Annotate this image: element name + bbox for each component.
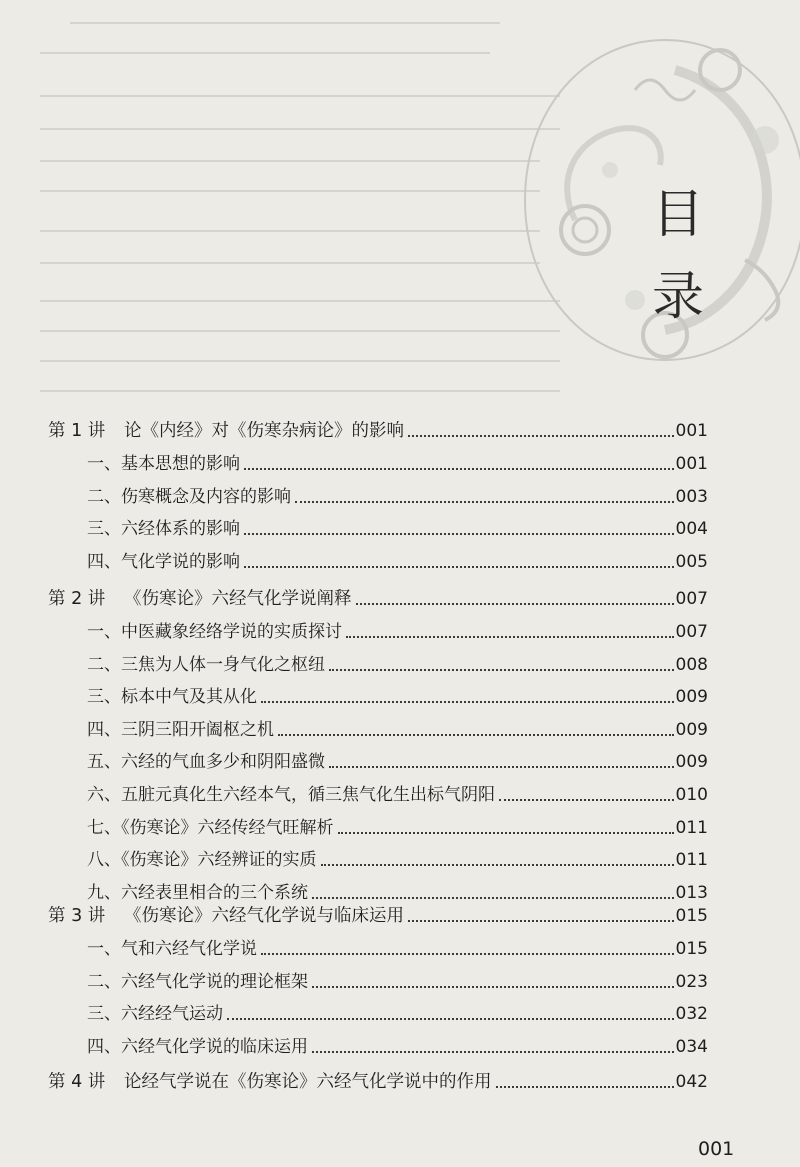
section-title: 四、三阴三阳开阖枢之机	[87, 719, 274, 740]
section-page-number: 010	[675, 785, 708, 805]
section-title: 六、五脏元真化生六经本气，循三焦气化生出标气阴阳	[87, 785, 495, 805]
section-title: 二、伤寒概念及内容的影响	[87, 486, 291, 507]
chapter-label	[48, 905, 404, 927]
dot-leader	[261, 701, 674, 703]
chapter-page-number: 007	[675, 589, 708, 609]
section-page-number: 005	[675, 551, 708, 572]
lecture-number: 第 2 讲	[48, 589, 106, 609]
section-page-number: 032	[675, 1004, 708, 1025]
dot-leader	[499, 799, 674, 801]
toc-section-row[interactable]	[87, 478, 708, 508]
section-page-number: 013	[675, 882, 708, 903]
dot-leader	[321, 864, 674, 866]
chapter-page-number: 015	[675, 906, 708, 926]
toc-heading-char-1: 目	[652, 185, 705, 245]
section-title: 八、《伤寒论》六经辨证的实质	[87, 850, 317, 871]
dot-leader	[312, 1051, 674, 1053]
dot-leader	[408, 920, 674, 922]
section-page-number: 011	[675, 850, 708, 871]
section-title: 五、六经的气血多少和阴阳盛微	[87, 752, 325, 773]
section-title: 七、《伤寒论》六经传经气旺解析	[87, 817, 334, 838]
section-title: 一、中医藏象经络学说的实质探讨	[87, 622, 342, 642]
section-title: 二、六经气化学说的理论框架	[87, 971, 308, 992]
toc-section-row[interactable]	[87, 930, 708, 960]
section-page-number: 015	[675, 939, 708, 959]
section-title: 三、六经体系的影响	[87, 519, 240, 540]
toc-section-row[interactable]	[87, 510, 708, 540]
dot-leader	[496, 1086, 674, 1088]
toc-section-row[interactable]	[87, 646, 708, 676]
section-page-number: 011	[675, 817, 708, 838]
dot-leader	[278, 734, 674, 736]
lecture-number: 第 3 讲	[48, 906, 106, 926]
section-page-number: 023	[675, 971, 708, 992]
section-title: 二、三焦为人体一身气化之枢纽	[87, 654, 325, 675]
lecture-number: 第 1 讲	[48, 421, 106, 441]
toc-heading-char-2: 录	[652, 267, 705, 327]
section-title: 一、气和六经气化学说	[87, 939, 257, 959]
section-page-number: 009	[675, 719, 708, 740]
toc-section-row[interactable]	[87, 995, 708, 1025]
chapter-title: 论《内经》对《伤寒杂病论》的影响	[124, 421, 404, 441]
toc-chapter-row[interactable]	[48, 412, 708, 442]
section-page-number: 009	[675, 687, 708, 708]
dot-leader	[312, 986, 674, 988]
toc-section-row[interactable]	[87, 613, 708, 643]
toc-section-row[interactable]	[87, 963, 708, 993]
dot-leader	[356, 603, 674, 605]
dot-leader	[329, 766, 674, 768]
chapter-label	[48, 1071, 492, 1093]
chapter-label	[48, 588, 352, 610]
toc-chapter-row[interactable]	[48, 1063, 708, 1093]
section-title: 三、六经经气运动	[87, 1004, 223, 1025]
dot-leader	[261, 953, 674, 955]
dot-leader	[408, 435, 674, 437]
toc-chapter-row[interactable]	[48, 897, 708, 927]
section-page-number: 003	[675, 486, 708, 507]
chapter-title: 论经气学说在《伤寒论》六经气化学说中的作用	[124, 1072, 492, 1092]
section-title: 四、六经气化学说的临床运用	[87, 1036, 308, 1057]
section-title: 三、标本中气及其从化	[87, 687, 257, 708]
section-title: 九、六经表里相合的三个系统	[87, 882, 308, 903]
section-page-number: 001	[675, 454, 708, 474]
chapter-label	[48, 420, 404, 442]
toc-section-row[interactable]	[87, 809, 708, 839]
page-number: 001	[698, 1138, 735, 1160]
section-title: 四、气化学说的影响	[87, 551, 240, 572]
chapter-title: 《伤寒论》六经气化学说阐释	[124, 589, 352, 609]
toc-section-row[interactable]	[87, 445, 708, 475]
toc-section-row[interactable]	[87, 678, 708, 708]
toc-section-row[interactable]	[87, 543, 708, 573]
section-page-number: 009	[675, 752, 708, 773]
toc-section-row[interactable]	[87, 711, 708, 741]
dot-leader	[244, 533, 674, 535]
lecture-number: 第 4 讲	[48, 1072, 106, 1092]
toc-chapter-row[interactable]	[48, 580, 708, 610]
dot-leader	[346, 636, 674, 638]
dot-leader	[244, 468, 674, 470]
dot-leader	[295, 501, 674, 503]
dot-leader	[338, 832, 674, 834]
toc-section-row[interactable]	[87, 841, 708, 871]
section-page-number: 004	[675, 519, 708, 540]
section-page-number: 007	[675, 622, 708, 642]
section-title: 一、基本思想的影响	[87, 454, 240, 474]
dot-leader	[227, 1018, 674, 1020]
section-page-number: 034	[675, 1036, 708, 1057]
toc-section-row[interactable]	[87, 776, 708, 806]
chapter-page-number: 001	[675, 421, 708, 441]
chapter-title: 《伤寒论》六经气化学说与临床运用	[124, 906, 404, 926]
section-page-number: 008	[675, 654, 708, 675]
dot-leader	[244, 566, 674, 568]
dot-leader	[329, 669, 674, 671]
toc-section-row[interactable]	[87, 743, 708, 773]
chapter-page-number: 042	[675, 1072, 708, 1092]
toc-section-row[interactable]	[87, 1028, 708, 1058]
